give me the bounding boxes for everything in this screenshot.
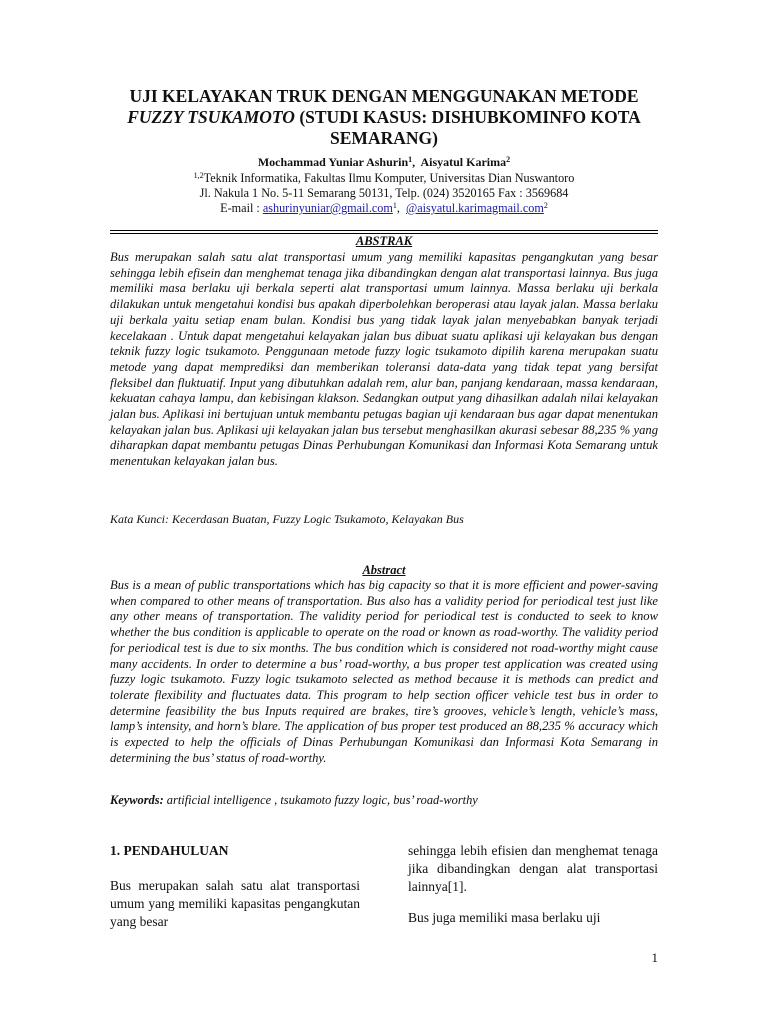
keywords — [110, 793, 658, 808]
author-1: Mochammad Yuniar Ashurin — [257, 155, 409, 169]
authors — [100, 155, 668, 169]
email-separator: , — [396, 201, 406, 215]
author-1-sup: 1 — [408, 155, 413, 164]
address: Jl. Nakula 1 No. 5-11 Semarang 50131, Telp. (024) 3520165 Fax : 3569684 — [199, 186, 569, 200]
paper-title — [100, 86, 668, 149]
page-number: 1 — [651, 950, 658, 965]
title-italic-part: FUZZY TSUKAMOTO — [127, 107, 295, 127]
abstract-heading: Abstract — [362, 563, 406, 577]
author-2-sup: 2 — [506, 155, 511, 164]
title-rest: (STUDI KASUS: DISHUBKOMINFO KOTA SEMARANG) — [294, 107, 641, 148]
affiliation-sup: 1,2 — [193, 171, 204, 180]
section-1-right-paragraph-2: Bus juga memiliki masa berlaku uji — [408, 910, 601, 925]
title-line-1: UJI KELAYAKAN TRUK DENGAN MENGGUNAKAN METODE — [129, 86, 639, 106]
affiliation-text: Teknik Informatika, Fakultas Ilmu Komputer, Universitas Dian Nuswantoro — [203, 171, 575, 185]
affiliation — [100, 171, 668, 185]
abstrak-heading: ABSTRAK — [355, 234, 413, 248]
email-sup-2: 2 — [543, 201, 548, 210]
section-1-right-paragraph-1: sehingga lebih efisien dan menghemat tenaga jika dibandingkan dengan alat transportasi lainnya[1]. — [408, 843, 658, 894]
kata-kunci: Kata Kunci: Kecerdasan Buatan, Fuzzy Logic Tsukamoto, Kelayakan Bus — [110, 512, 464, 526]
email-label: E-mail : — [220, 201, 263, 215]
abstrak-body: Bus merupakan salah satu alat transportasi umum yang memiliki kapasitas pengangkutan yang besar sehingga lebih efisein dan menghemat tenaga jika dibandingkan dengan alat transportasi lainnya. Bus juga memiliki masa berlaku uji berkala seperti alat transportasi umum lainnya. Massa berlaku uji berkala dilakukan untuk mengetahui kondisi bus apakah diperbolehkan beroperasi atau layak jalan. Massa berlaku uji berkala yaitu setiap enam bulan. Kondisi bus yang tidak layak jalan menyebabkan banyak terjadi kecelakaan . Untuk dapat mengetahui kelayakan jalan bus dibuat suatu aplikasi uji kelayakan bus dengan teknik fuzzy logic tsukamoto. Penggunaan metode fuzzy logic tsukamoto dipilih karena merupakan suatu metode yang dapat memprediksi dan memberikan toleransi data-data yang tidak tepat yang bersifat fleksibel dan fluktuatif. Input yang dibutuhkan adalah rem, alur ban, panjang kendaraan, massa kendaraan, kekuatan cahaya lampu, dan kebisingan klakson. Sedangkan output yang dihasilkan adalah nilai kelayakan jalan bus. Aplikasi ini bertujuan untuk membantu petugas bagian uji kendaraan bus agar dapat menentukan kelayakan jalan bus. Aplikasi uji kelayakan jalan bus tersebut menghasilkan akurasi sebesar 88,235 % yang diharapkan dapat membantu petugas Dinas Perhubungan Komunikasi dan Informasi Kota Semarang untuk menentukan kelayakan jalan bus. — [110, 250, 658, 469]
header-rule-top — [110, 230, 658, 231]
email-link-2[interactable]: @aisyatul.karimagmail.com — [406, 201, 544, 215]
keywords-text: artificial intelligence , tsukamoto fuzzy logic, bus’ road-worthy — [163, 793, 478, 807]
author-2: Aisyatul Karima — [420, 155, 507, 169]
email-link-1[interactable]: ashurinyuniar@gmail.com — [262, 201, 393, 215]
section-1-heading: 1. PENDAHULUAN — [110, 843, 229, 858]
email-sup-1: 1 — [392, 201, 397, 210]
abstract-body: Bus is a mean of public transportations which has big capacity so that it is more efficient and power-saving when compared to other means of transportation. Bus also has a validity period for periodical test just like any other means of transportation. The validity period for periodical test is conducted to seek to know whether the bus condition is applicable to operate on the road or known as road-worthy. The validity period for periodical test is due to six months. The bus condition which is considered not road-worthy might cause many accidents. In order to determine a bus’ road-worthy, a bus proper test application was created using fuzzy logic tsukamoto. Fuzzy logic tsukamoto selected as method because it is methods can predict and tolerate flexibility and fluctuates data. This program to help section officer vehicle test bus in order to determine feasibility the bus Inputs required are brakes, tire’s grooves, vehicle’s length, vehicle’s mass, lamp’s intensity, and horn’s blare. The application of bus proper test produced an 88,235 % accuracy which is expected to help the officials of Dinas Perhubungan Komunikasi dan Informasi Kota Semarang in determining the bus’ status of road-worthy. — [110, 578, 658, 765]
keywords-label: Keywords: — [110, 793, 164, 807]
section-1-left-paragraph: Bus merupakan salah satu alat transportasi umum yang memiliki kapasitas pengangkutan yang besar — [110, 878, 360, 929]
email-line — [100, 201, 668, 215]
author-separator: , — [412, 155, 421, 169]
